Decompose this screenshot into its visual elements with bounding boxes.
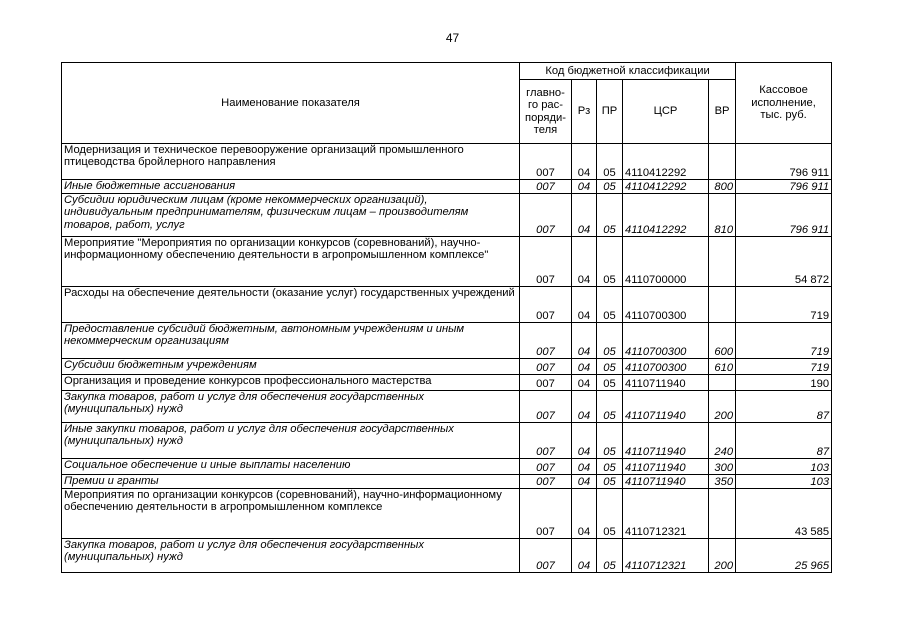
row-admin-code: 007 [520,323,572,359]
row-pr: 05 [597,194,623,237]
row-name: Мероприятия по организации конкурсов (соревнований), научно-информационному обеспечению деятельности в агропромышленном комплексе [62,489,520,539]
table-row [62,359,832,375]
page-number: 47 [445,31,460,45]
row-pr: 05 [597,539,623,573]
row-csr: 4110712321 [623,539,709,573]
row-vr [709,287,736,323]
row-amount: 719 [736,287,832,323]
row-pr: 05 [597,391,623,423]
header-vr: ВР [709,80,736,144]
row-vr: 200 [709,539,736,573]
row-admin-code: 007 [520,423,572,459]
header-rz: Рз [572,80,597,144]
row-pr: 05 [597,423,623,459]
table-row [62,180,832,194]
row-vr [709,144,736,180]
row-amount: 796 911 [736,194,832,237]
row-pr: 05 [597,475,623,489]
table-row [62,287,832,323]
table-row [62,323,832,359]
table-row [62,194,832,237]
row-admin-code: 007 [520,180,572,194]
row-name: Субсидии бюджетным учреждениям [62,359,520,375]
row-vr: 610 [709,359,736,375]
row-vr: 600 [709,323,736,359]
row-name: Иные закупки товаров, работ и услуг для обеспечения государственных (муниципальных) нужд [62,423,520,459]
table-row [62,423,832,459]
table-row [62,237,832,287]
table-row [62,144,832,180]
row-vr [709,375,736,391]
row-name: Социальное обеспечение и иные выплаты населению [62,459,520,475]
row-csr: 4110711940 [623,475,709,489]
row-rz: 04 [572,323,597,359]
row-csr: 4110700000 [623,237,709,287]
header-admin: главно- го рас- поряди- теля [520,80,572,144]
row-admin-code: 007 [520,144,572,180]
row-rz: 04 [572,375,597,391]
row-amount: 87 [736,423,832,459]
row-amount: 719 [736,323,832,359]
row-amount: 43 585 [736,489,832,539]
row-vr [709,489,736,539]
row-vr: 240 [709,423,736,459]
row-rz: 04 [572,423,597,459]
row-amount: 796 911 [736,180,832,194]
row-csr: 4110711940 [623,375,709,391]
row-vr [709,237,736,287]
table-body [62,144,832,573]
row-amount: 719 [736,359,832,375]
row-name: Иные бюджетные ассигнования [62,180,520,194]
row-admin-code: 007 [520,539,572,573]
row-amount: 103 [736,475,832,489]
row-amount: 190 [736,375,832,391]
row-vr: 200 [709,391,736,423]
header-name: Наименование показателя [62,63,520,144]
table-row [62,489,832,539]
row-pr: 05 [597,359,623,375]
row-pr: 05 [597,323,623,359]
header-csr: ЦСР [623,80,709,144]
row-admin-code: 007 [520,194,572,237]
row-name: Закупка товаров, работ и услуг для обеспечения государственных (муниципальных) нужд [62,539,520,573]
row-amount: 796 911 [736,144,832,180]
row-rz: 04 [572,459,597,475]
row-admin-code: 007 [520,475,572,489]
row-admin-code: 007 [520,459,572,475]
budget-table [61,62,832,573]
row-name: Расходы на обеспечение деятельности (оказание услуг) государственных учреждений [62,287,520,323]
row-csr: 4110412292 [623,180,709,194]
row-rz: 04 [572,359,597,375]
row-rz: 04 [572,144,597,180]
table-row [62,459,832,475]
row-csr: 4110711940 [623,459,709,475]
header-execution: Кассовое исполнение, тыс. руб. [736,63,832,144]
row-vr: 810 [709,194,736,237]
row-name: Предоставление субсидий бюджетным, автономным учреждениям и иным некоммерческим организациям [62,323,520,359]
row-pr: 05 [597,489,623,539]
row-name: Мероприятие "Мероприятия по организации конкурсов (соревнований), научно-информационному обеспечению деятельности в агропромышленном комплексе" [62,237,520,287]
row-pr: 05 [597,237,623,287]
table-row [62,375,832,391]
header-pr: ПР [597,80,623,144]
row-admin-code: 007 [520,375,572,391]
row-pr: 05 [597,180,623,194]
row-amount: 87 [736,391,832,423]
row-pr: 05 [597,375,623,391]
row-rz: 04 [572,287,597,323]
row-rz: 04 [572,489,597,539]
row-csr: 4110711940 [623,423,709,459]
row-csr: 4110412292 [623,144,709,180]
row-amount: 54 872 [736,237,832,287]
row-name: Организация и проведение конкурсов профессионального мастерства [62,375,520,391]
row-csr: 4110412292 [623,194,709,237]
row-csr: 4110700300 [623,359,709,375]
row-admin-code: 007 [520,237,572,287]
row-pr: 05 [597,459,623,475]
row-amount: 103 [736,459,832,475]
row-admin-code: 007 [520,391,572,423]
row-pr: 05 [597,287,623,323]
row-amount: 25 965 [736,539,832,573]
row-name: Субсидии юридическим лицам (кроме некоммерческих организаций), индивидуальным предпринимателям, физическим лицам – производителям товаров, работ, услуг [62,194,520,237]
row-rz: 04 [572,391,597,423]
row-vr: 350 [709,475,736,489]
row-csr: 4110700300 [623,287,709,323]
row-admin-code: 007 [520,489,572,539]
row-rz: 04 [572,237,597,287]
row-csr: 4110700300 [623,323,709,359]
row-vr: 800 [709,180,736,194]
row-name: Модернизация и техническое перевооружение организаций промышленного птицеводства бройлерного направления [62,144,520,180]
table-row [62,475,832,489]
table-row [62,391,832,423]
row-rz: 04 [572,180,597,194]
row-rz: 04 [572,194,597,237]
table-row [62,539,832,573]
row-csr: 4110712321 [623,489,709,539]
row-rz: 04 [572,475,597,489]
row-vr: 300 [709,459,736,475]
row-name: Закупка товаров, работ и услуг для обеспечения государственных (муниципальных) нужд [62,391,520,423]
row-name: Премии и гранты [62,475,520,489]
row-admin-code: 007 [520,359,572,375]
row-pr: 05 [597,144,623,180]
row-csr: 4110711940 [623,391,709,423]
row-rz: 04 [572,539,597,573]
header-budget-code: Код бюджетной классификации [520,63,736,80]
row-admin-code: 007 [520,287,572,323]
